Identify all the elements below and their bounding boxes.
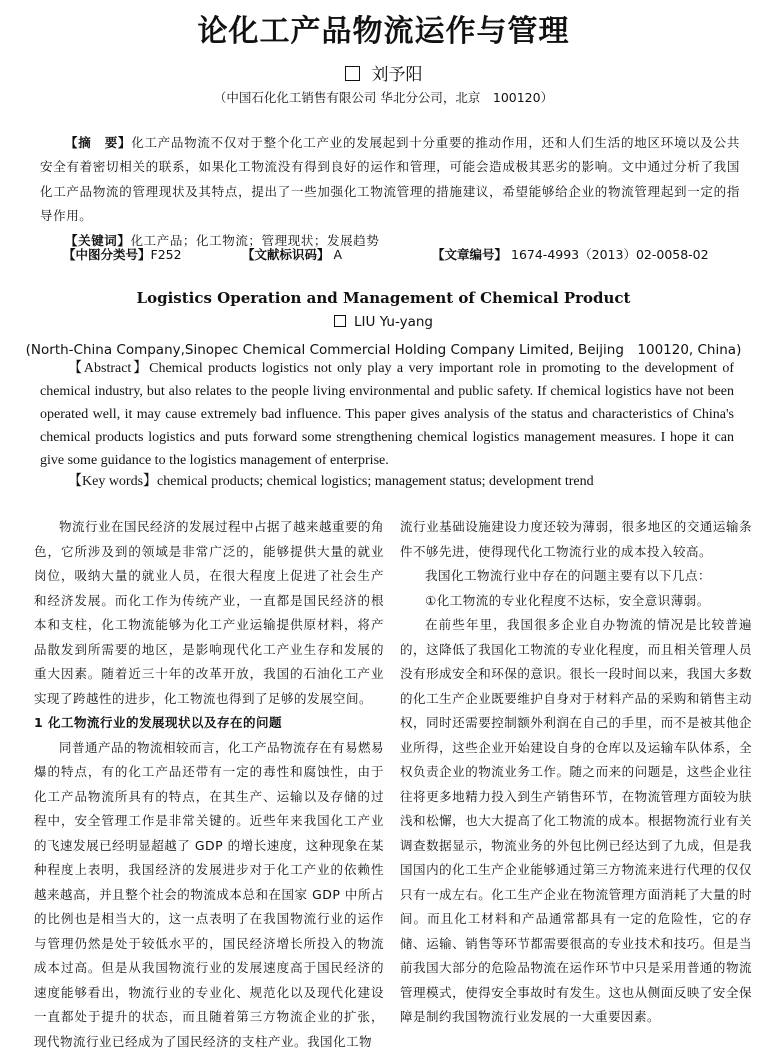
keywords-cn-text: 化工产品；化工物流；管理现状；发展趋势 <box>131 233 380 248</box>
abstract-cn-label: 【摘 要】 <box>65 135 131 150</box>
abstract-en <box>40 357 734 472</box>
body-right-column <box>400 515 752 1030</box>
article-code: 【文章编号】 1674-4993（2013）02-0058-02 <box>432 245 709 263</box>
clc-code: 【中图分类号】F252 <box>63 245 182 263</box>
abstract-en-label: 【Abstract】 <box>68 361 149 376</box>
keywords-en-label: 【Key words】 <box>68 474 157 489</box>
affiliation-en: (North-China Company,Sinopec Chemical Commercial Holding Company Limited, Beijing 100120, China) <box>0 338 767 358</box>
keywords-en <box>40 470 734 490</box>
author-en-box-icon <box>334 315 346 327</box>
body-paragraph: 流行业基础设施建设力度还较为薄弱，很多地区的交通运输条件不够先进，使得现代化工物流行业的成本投入较高。 <box>400 515 752 564</box>
author-cn <box>0 60 767 85</box>
author-en-name: LIU Yu-yang <box>354 314 433 330</box>
keywords-en-text: chemical products; chemical logistics; management status; development trend <box>157 474 594 489</box>
abstract-cn <box>40 131 740 253</box>
abstract-cn-text: 化工产品物流不仅对于整个化工产业的发展起到十分重要的推动作用，还和人们生活的地区环境以及公共安全有着密切相关的联系，如果化工物流没有得到良好的运作和管理，可能会造成极其恶劣的影响。文中通过分析了我国化工产品物流的管理现状及其特点，提出了一些加强化工物流管理的措施建议，希望能够给企业的物流管理起到一定的指导作用。 <box>40 135 740 223</box>
body-paragraph: ①化工物流的专业化程度不达标，安全意识薄弱。 <box>400 589 752 614</box>
author-cn-name: 刘予阳 <box>372 65 423 85</box>
classification-line <box>0 245 767 265</box>
body-paragraph: 在前些年里，我国很多企业自办物流的情况是比较普遍的，这降低了我国化工物流的专业化程度，而且相关管理人员没有形成安全和环保的意识。很长一段时间以来，我国大多数的化工生产企业既要维护自身对于材料产品的采购和销售主动权，同时还需要控制额外利润在自己的手里，而不是被其他企业所得，这些企业开始建设自身的仓库以及运输车队体系，全权负责企业的物流业务工作。随之而来的问题是，这些企业往往将更多地精力投入到生产销售环节，在物流管理方面较为肤浅和松懈，也大大提高了化工物流的成本。根据物流行业有关调查数据显示，物流业务的外包比例已经达到了九成，但是我国国内的化工生产企业能够通过第三方物流来进行代理的仅仅只有一成左右。化工生产企业在物流管理方面消耗了大量的时间。而且化工材料和产品通常都具有一定的危险性，它的存储、运输、销售等环节都需要很高的专业技术和技巧。但是当前我国大部分的危险品物流在运作环节中只是采用普通的物流管理模式，使得安全事故时有发生。这也从侧面反映了安全保障是制约我国物流行业发展的一大重要因素。 <box>400 613 752 1030</box>
body-paragraph: 我国化工物流行业中存在的问题主要有以下几点： <box>400 564 752 589</box>
body-paragraph: 物流行业在国民经济的发展过程中占据了越来越重要的角色，它所涉及到的领域是非常广泛的，能够提供大量的就业岗位，吸纳大量的就业人员，在很大程度上促进了社会生产和经济发展。而化工作为传统产业，一直都是国民经济的根本和支柱，化工物流能够为化工产业运输提供原材料，将产品散发到所需要的地区，是影响现代化工产业生存和发展的重大因素。随着近三十年的改革开放，我国的石油化工产业实现了跨越性的进步，化工物流也得到了足够的发展空间。 <box>34 515 384 711</box>
affiliation-cn: （中国石化化工销售有限公司 华北分公司，北京 100120） <box>0 88 767 106</box>
abstract-en-text: Chemical products logistics not only play a very important role in promoting to the development of chemical industry, but also relates to the people living environmental and public safety. If chemical logistics have not been operated well, it may cause extremely bad influence. This paper gives analysis of the status and characteristics of China's chemical products logistics and puts forward some strengthening chemical logistics management measures. I hope it can give some guidance to the logistics management of enterprise. <box>40 361 734 468</box>
author-box-icon <box>345 66 360 81</box>
page-title: 论化工产品物流运作与管理 <box>0 6 767 50</box>
author-en <box>0 314 767 330</box>
body-paragraph: 同普通产品的物流相较而言，化工产品物流存在有易燃易爆的特点，有的化工产品还带有一定的毒性和腐蚀性，由于化工产品物流所具有的特点，在其生产、运输以及存储的过程中，安全管理工作是非常关键的。近些年来我国化工产业的飞速发展已经明显超越了 GDP 的增长速度，这种现象在某种程度上表明，我国经济的发展进步对于化工产业的依赖性越来越高，并且整个社会的物流成本总和在国家 GDP 中所占的比例也是相当大的，这一点表明了在我国物流行业的运作与管理仍然是处于较低水平的，国民经济增长所投入的物流成本过高。但是从我国物流行业的发展速度高于国民经济的速度能够看出，物流行业的专业化、规范化以及现代化建设一直都处于提升的状态，而且随着第三方物流企业的扩张，现代物流行业已经成为了国民经济的支柱产业。我国化工物 <box>34 736 384 1054</box>
section-heading: 1 化工物流行业的发展现状以及存在的问题 <box>34 711 384 736</box>
doc-code: 【文献标识码】 A <box>242 245 342 263</box>
title-en: Logistics Operation and Management of Chemical Product <box>0 289 767 307</box>
body-left-column <box>34 515 384 1054</box>
keywords-cn-label: 【关键词】 <box>65 233 131 248</box>
